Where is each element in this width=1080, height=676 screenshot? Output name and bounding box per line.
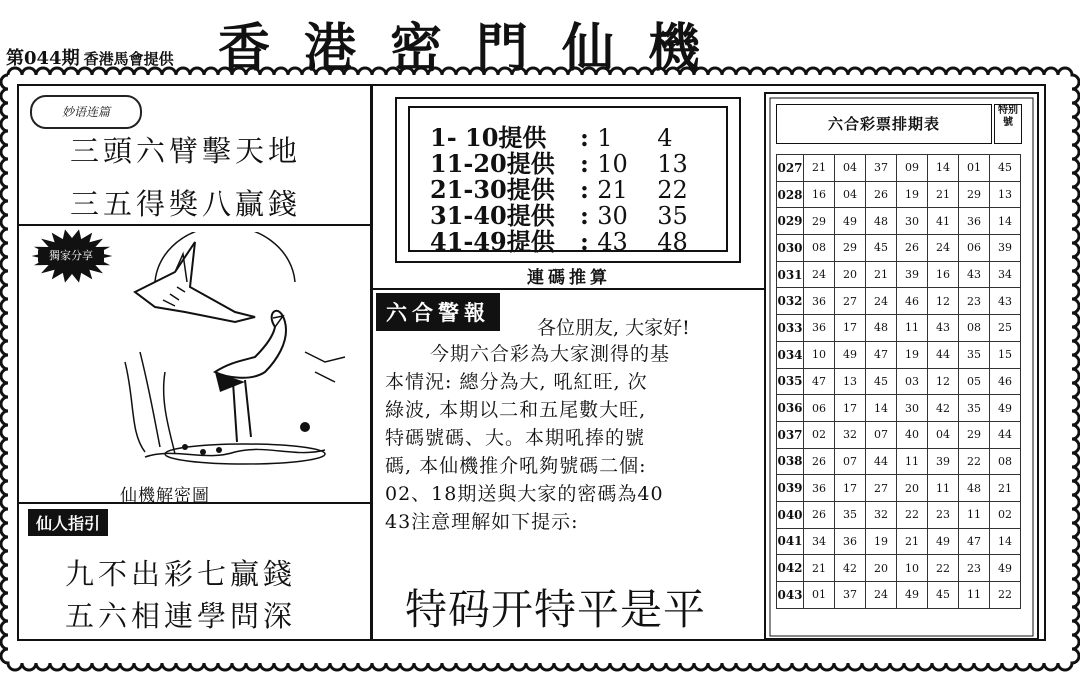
number-cell: 21	[804, 555, 835, 582]
number-cell: 42	[835, 555, 866, 582]
table-row	[777, 448, 1021, 475]
number-cell: 12	[928, 368, 959, 395]
table-row	[777, 181, 1021, 208]
special-number-cell: 43	[990, 288, 1021, 315]
number-cell: 24	[804, 261, 835, 288]
number-cell: 49	[835, 341, 866, 368]
number-cell: 37	[835, 582, 866, 609]
side-label-text: 特别號	[998, 105, 1018, 128]
special-number-cell: 14	[990, 208, 1021, 235]
burst-label: 獨家分享	[38, 248, 104, 264]
table-row	[777, 155, 1021, 182]
special-number-cell: 21	[990, 475, 1021, 502]
number-cell: 49	[897, 582, 928, 609]
number-cell: 29	[959, 181, 990, 208]
number-cell: 49	[928, 528, 959, 555]
number-cell: 48	[866, 315, 897, 342]
number-cell: 29	[959, 421, 990, 448]
number-b: 4	[657, 124, 673, 152]
publisher-label: 香港馬會提供	[83, 50, 174, 68]
special-number-cell: 46	[990, 368, 1021, 395]
number-cell: 21	[866, 261, 897, 288]
number-cell: 36	[959, 208, 990, 235]
number-cell: 08	[804, 235, 835, 262]
number-cell: 08	[959, 315, 990, 342]
number-cell: 36	[835, 528, 866, 555]
number-cell: 39	[897, 261, 928, 288]
number-cell: 19	[897, 181, 928, 208]
special-number-cell: 39	[990, 235, 1021, 262]
table-row	[777, 528, 1021, 555]
verse-line-3: 九不出彩七贏錢	[65, 557, 297, 591]
period-cell: 042	[777, 555, 804, 582]
number-row	[430, 118, 673, 152]
number-cell: 21	[928, 181, 959, 208]
divider-mid	[370, 288, 765, 290]
period-cell: 035	[777, 368, 804, 395]
notice-line: 今期六合彩為大家測得的基	[430, 343, 671, 365]
number-cell: 24	[928, 235, 959, 262]
number-a: 43	[597, 228, 628, 256]
number-cell: 47	[866, 341, 897, 368]
number-cell: 22	[959, 448, 990, 475]
number-cell: 21	[804, 155, 835, 182]
colon: :	[580, 201, 589, 230]
range-label: 11-20提供	[430, 149, 555, 178]
number-cell: 45	[866, 235, 897, 262]
notice-line: 碼, 本仙機推介吼夠號碼二個:	[385, 455, 647, 477]
number-cell: 19	[897, 341, 928, 368]
results-title: 六合彩票排期表	[776, 104, 992, 144]
notice-greeting: 各位朋友, 大家好!	[537, 317, 690, 339]
number-cell: 48	[959, 475, 990, 502]
number-cell: 20	[897, 475, 928, 502]
number-cell: 19	[866, 528, 897, 555]
number-a: 10	[597, 150, 628, 178]
tag-pill: 妙语连篇	[30, 95, 142, 129]
number-cell: 26	[897, 235, 928, 262]
number-cell: 11	[959, 501, 990, 528]
number-cell: 04	[835, 181, 866, 208]
notice-line: 特碼號碼、大。本期吼捧的號	[385, 427, 646, 449]
issue-label: 第044期	[6, 48, 80, 69]
motto-text: 特码开特平是平	[405, 585, 707, 634]
number-cell: 47	[959, 528, 990, 555]
period-cell: 030	[777, 235, 804, 262]
period-cell: 039	[777, 475, 804, 502]
table-row	[777, 208, 1021, 235]
special-number-cell: 25	[990, 315, 1021, 342]
range-label: 41-49提供	[430, 227, 555, 256]
number-b: 35	[657, 202, 688, 230]
colon: :	[580, 149, 589, 178]
number-cell: 01	[959, 155, 990, 182]
results-side-label	[994, 104, 1022, 144]
special-number-cell: 49	[990, 555, 1021, 582]
number-cell: 26	[804, 501, 835, 528]
verse-line-4: 五六相連學問深	[65, 599, 297, 633]
number-cell: 09	[897, 155, 928, 182]
number-cell: 30	[897, 208, 928, 235]
number-cell: 35	[835, 501, 866, 528]
number-cell: 17	[835, 395, 866, 422]
period-cell: 043	[777, 582, 804, 609]
number-cell: 40	[897, 421, 928, 448]
period-cell: 038	[777, 448, 804, 475]
table-row	[777, 261, 1021, 288]
table-row	[777, 288, 1021, 315]
number-cell: 44	[866, 448, 897, 475]
number-cell: 44	[928, 341, 959, 368]
notice-label: 六合警報	[376, 293, 500, 331]
number-cell: 07	[866, 421, 897, 448]
period-cell: 034	[777, 341, 804, 368]
number-cell: 27	[866, 475, 897, 502]
divider-left	[370, 85, 373, 640]
number-cell: 21	[897, 528, 928, 555]
table-row	[777, 421, 1021, 448]
number-cell: 32	[835, 421, 866, 448]
notice-line: 綠波, 本期以二和五尾數大旺,	[385, 399, 647, 421]
number-cell: 29	[835, 235, 866, 262]
number-cell: 05	[959, 368, 990, 395]
number-cell: 35	[959, 395, 990, 422]
issue-number	[6, 44, 174, 70]
number-row	[430, 170, 688, 204]
number-cell: 02	[804, 421, 835, 448]
period-cell: 028	[777, 181, 804, 208]
number-cell: 45	[928, 582, 959, 609]
number-cell: 26	[866, 181, 897, 208]
number-a: 30	[597, 202, 628, 230]
number-b: 48	[657, 228, 688, 256]
number-cell: 37	[866, 155, 897, 182]
number-cell: 16	[928, 261, 959, 288]
number-cell: 26	[804, 448, 835, 475]
colon: :	[580, 227, 589, 256]
number-cell: 24	[866, 288, 897, 315]
verse-line-2: 三五得獎八贏錢	[70, 187, 302, 221]
number-row	[430, 196, 688, 230]
illustration-caption: 仙機解密圖	[120, 486, 210, 506]
number-a: 1	[597, 124, 613, 152]
period-cell: 033	[777, 315, 804, 342]
number-cell: 32	[866, 501, 897, 528]
page-title: 香港密門仙機	[218, 19, 735, 79]
number-cell: 17	[835, 315, 866, 342]
number-cell: 01	[804, 582, 835, 609]
number-cell: 24	[866, 582, 897, 609]
special-number-cell: 08	[990, 448, 1021, 475]
number-cell: 07	[835, 448, 866, 475]
number-cell: 36	[804, 288, 835, 315]
number-cell: 45	[866, 368, 897, 395]
number-cell: 39	[928, 448, 959, 475]
number-cell: 27	[835, 288, 866, 315]
table-row	[777, 341, 1021, 368]
table-row	[777, 501, 1021, 528]
number-cell: 11	[897, 448, 928, 475]
crane-illustration	[115, 232, 365, 477]
period-cell: 037	[777, 421, 804, 448]
table-row	[777, 555, 1021, 582]
number-cell: 10	[897, 555, 928, 582]
number-cell: 22	[897, 501, 928, 528]
number-cell: 17	[835, 475, 866, 502]
special-number-cell: 02	[990, 501, 1021, 528]
range-label: 21-30提供	[430, 175, 555, 204]
special-number-cell: 44	[990, 421, 1021, 448]
number-cell: 36	[804, 315, 835, 342]
range-label: 31-40提供	[430, 201, 555, 230]
number-cell: 43	[928, 315, 959, 342]
number-b: 13	[657, 150, 688, 178]
number-row	[430, 144, 688, 178]
number-cell: 43	[959, 261, 990, 288]
table-row	[777, 475, 1021, 502]
number-cell: 42	[928, 395, 959, 422]
number-cell: 35	[959, 341, 990, 368]
notice-line: 43注意理解如下提示:	[385, 511, 579, 533]
period-cell: 027	[777, 155, 804, 182]
number-cell: 48	[866, 208, 897, 235]
special-number-cell: 13	[990, 181, 1021, 208]
special-number-cell: 45	[990, 155, 1021, 182]
verse-line-1: 三頭六臂擊天地	[70, 134, 302, 168]
special-number-cell: 14	[990, 528, 1021, 555]
special-number-cell: 34	[990, 261, 1021, 288]
number-cell: 11	[897, 315, 928, 342]
number-cell: 46	[897, 288, 928, 315]
number-row	[430, 222, 688, 256]
number-cell: 47	[804, 368, 835, 395]
table-row	[777, 582, 1021, 609]
number-cell: 03	[897, 368, 928, 395]
special-number-cell: 49	[990, 395, 1021, 422]
number-cell: 41	[928, 208, 959, 235]
number-cell: 16	[804, 181, 835, 208]
special-number-cell: 22	[990, 582, 1021, 609]
colon: :	[580, 175, 589, 204]
number-cell: 10	[804, 341, 835, 368]
table-row	[777, 315, 1021, 342]
number-cell: 06	[959, 235, 990, 262]
number-cell: 20	[866, 555, 897, 582]
number-cell: 23	[928, 501, 959, 528]
number-cell: 12	[928, 288, 959, 315]
number-cell: 14	[866, 395, 897, 422]
guide-label: 仙人指引	[28, 509, 108, 536]
table-row	[777, 368, 1021, 395]
number-cell: 11	[928, 475, 959, 502]
period-cell: 036	[777, 395, 804, 422]
number-b: 22	[657, 176, 688, 204]
number-cell: 20	[835, 261, 866, 288]
period-cell: 031	[777, 261, 804, 288]
results-table	[776, 154, 1021, 609]
table-row	[777, 235, 1021, 262]
range-label: 1- 10提供	[430, 123, 547, 152]
number-cell: 36	[804, 475, 835, 502]
period-cell: 029	[777, 208, 804, 235]
number-cell: 14	[928, 155, 959, 182]
period-cell: 032	[777, 288, 804, 315]
divider-left-top	[18, 224, 370, 226]
number-cell: 34	[804, 528, 835, 555]
number-cell: 04	[835, 155, 866, 182]
number-cell: 30	[897, 395, 928, 422]
number-cell: 23	[959, 555, 990, 582]
colon: :	[580, 123, 589, 152]
period-cell: 041	[777, 528, 804, 555]
notice-line: 本情況: 總分為大, 吼紅旺, 次	[385, 371, 648, 393]
table-row	[777, 395, 1021, 422]
special-number-cell: 15	[990, 341, 1021, 368]
number-cell: 23	[959, 288, 990, 315]
period-cell: 040	[777, 501, 804, 528]
number-cell: 11	[959, 582, 990, 609]
number-cell: 06	[804, 395, 835, 422]
number-a: 21	[597, 176, 628, 204]
number-box-caption: 連碼推算	[527, 268, 611, 288]
number-cell: 13	[835, 368, 866, 395]
number-cell: 29	[804, 208, 835, 235]
notice-line: 02、18期送與大家的密碼為40	[385, 483, 664, 505]
number-cell: 22	[928, 555, 959, 582]
number-cell: 04	[928, 421, 959, 448]
number-cell: 49	[835, 208, 866, 235]
